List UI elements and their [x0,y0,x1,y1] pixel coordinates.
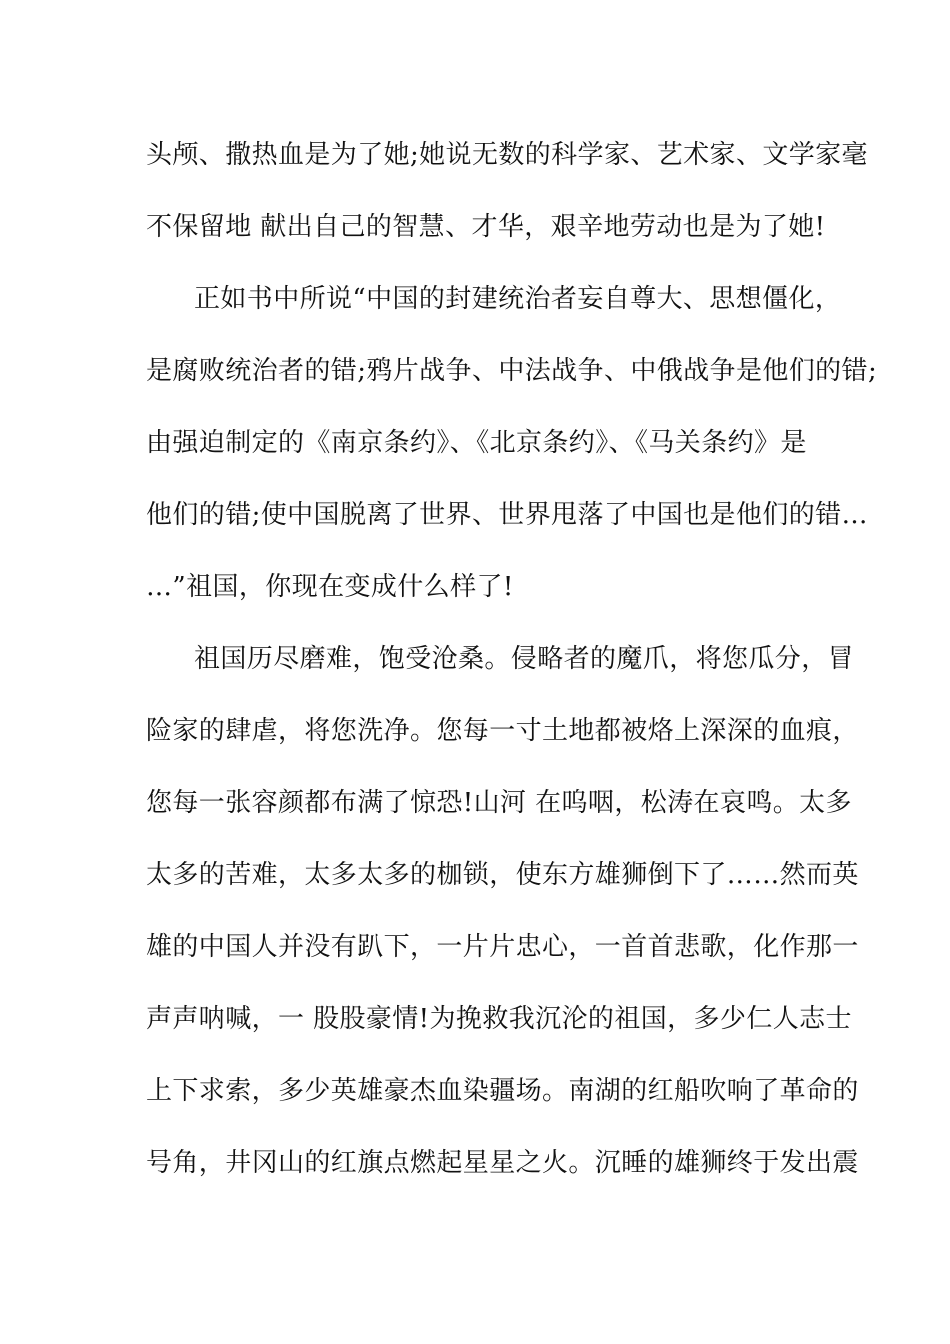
text-line: 雄的中国人并没有趴下，一片片忠心，一首首悲歌，化作那一 [146,932,859,962]
text-line: 由强迫制定的《南京条约》、《北京条约》、《马关条约》是 [146,428,807,458]
text-line: 是腐败统治者的错;鸦片战争、中法战争、中俄战争是他们的错; [146,356,878,386]
text-line: 号角，井冈山的红旗点燃起星星之火。沉睡的雄狮终于发出震 [146,1148,859,1178]
text-line: 太多的苦难，太多太多的枷锁，使东方雄狮倒下了……然而英 [146,860,859,890]
text-line: 声声呐喊，一 股股豪情!为挽救我沉沦的祖国，多少仁人志士 [146,1004,852,1034]
text-line: 上下求索，多少英雄豪杰血染疆场。南湖的红船吹响了革命的 [146,1076,859,1106]
paragraph-start-line: 正如书中所说“中国的封建统治者妄自尊大、思想僵化， [194,284,842,314]
text-line: 他们的错;使中国脱离了世界、世界甩落了中国也是他们的错… [146,500,868,530]
text-line: 险家的肆虐，将您洗净。您每一寸土地都被烙上深深的血痕， [146,716,859,746]
paragraph-start-line: 祖国历尽磨难，饱受沧桑。侵略者的魔爪，将您瓜分，冒 [194,644,855,674]
text-line: 头颅、撒热血是为了她;她说无数的科学家、艺术家、文学家毫 [146,140,868,170]
document-body [146,128,878,1208]
text-line: 您每一张容颜都布满了惊恐!山河 在呜咽，松涛在哀鸣。太多 [146,788,852,818]
text-line: …”祖国，你现在变成什么样了! [146,572,514,602]
text-line: 不保留地 献出自己的智慧、才华，艰辛地劳动也是为了她! [146,212,826,242]
